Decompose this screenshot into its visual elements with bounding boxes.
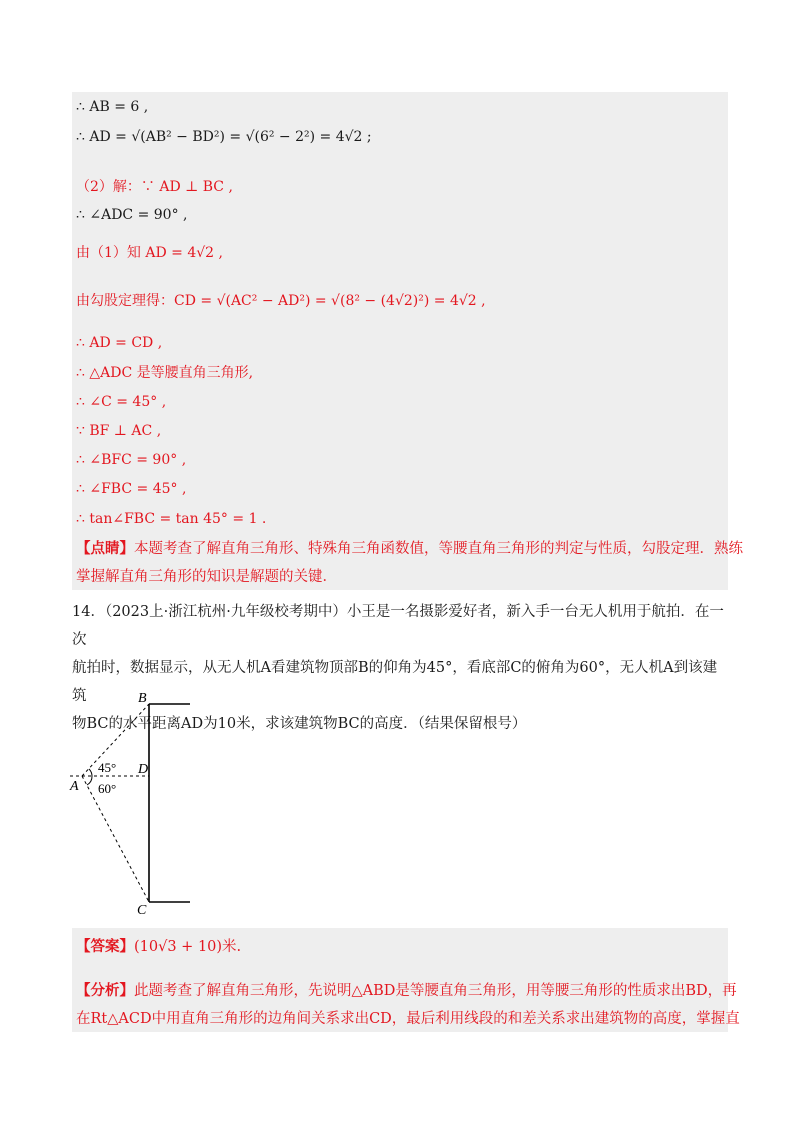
label-c: C: [137, 903, 147, 918]
geometry-figure: [60, 690, 220, 920]
solution-line-11: ∴ ∠BFC = 90° ,: [76, 452, 187, 468]
problem-line-1: 14．（2023上·浙江杭州·九年级校考期中）小王是一名摄影爱好者，新入手一台无人机用于航拍．在一次: [72, 604, 724, 648]
solution-line-6: 由勾股定理得：CD = √(AC² − AD²) = √(8² − (4√2)²) = 4√2 ,: [76, 293, 486, 309]
solution-block: [72, 92, 743, 590]
angle-arc-45: [89, 769, 92, 776]
solution-line-9: ∴ ∠C = 45° ,: [76, 394, 167, 410]
solution-line-5: 由（1）知 AD = 4√2 ,: [76, 245, 223, 261]
comment-line-2: 掌握解直角三角形的知识是解题的关键．: [76, 569, 337, 585]
analysis-label: 【分析】: [76, 982, 134, 999]
label-b: B: [138, 691, 147, 706]
solution-line-12: ∴ ∠FBC = 45° ,: [76, 481, 187, 497]
solution-line-7: ∴ AD = CD ,: [76, 335, 163, 351]
analysis-line-2: 在Rt△ACD中用直角三角形的边角间关系求出CD，最后利用线段的和差关系求出建筑物的高度，掌握直: [76, 1011, 740, 1027]
solution-line-3: （2）解：∵ AD ⊥ BC ,: [76, 179, 233, 195]
comment-line-1: [76, 540, 743, 558]
angle-label-60: 60°: [98, 781, 117, 796]
solution-line-10: ∵ BF ⊥ AC ,: [76, 423, 162, 439]
answer-value: (10√3 + 10)米.: [134, 939, 242, 955]
answer-label: 【答案】: [76, 938, 134, 955]
answer-block: [72, 928, 740, 1032]
angle-arc-60: [87, 776, 92, 785]
analysis-line-1: [76, 982, 737, 1000]
answer-line: [76, 938, 241, 956]
solution-line-1: ∴ AB = 6 ,: [76, 99, 149, 115]
problem-line-2: 航拍时，数据显示，从无人机A看建筑物顶部B的仰角为45°，看底部C的俯角为60°，无人机A到该建筑: [72, 660, 718, 704]
angle-label-45: 45°: [98, 760, 117, 775]
solution-line-2: ∴ AD = √(AB² − BD²) = √(6² − 2²) = 4√2 ;: [76, 129, 372, 145]
comment-label: 【点睛】: [76, 540, 134, 557]
problem-line-3: 物BC的水平距离AD为10米，求该建筑物BC的高度．（结果保留根号）: [72, 716, 527, 732]
comment-text-1: 本题考查了解直角三角形、特殊角三角函数值，等腰直角三角形的判定与性质，勾股定理．熟练: [134, 541, 743, 557]
label-a: A: [70, 779, 79, 794]
solution-line-13: ∴ tan∠FBC = tan 45° = 1 .: [76, 511, 267, 527]
label-d: D: [138, 762, 149, 777]
analysis-text-1: 此题考查了解直角三角形，先说明△ABD是等腰直角三角形，用等腰三角形的性质求出BD，再: [134, 983, 737, 999]
solution-line-4: ∴ ∠ADC = 90° ,: [76, 207, 188, 223]
solution-line-8: ∴ △ADC 是等腰直角三角形,: [76, 365, 254, 381]
